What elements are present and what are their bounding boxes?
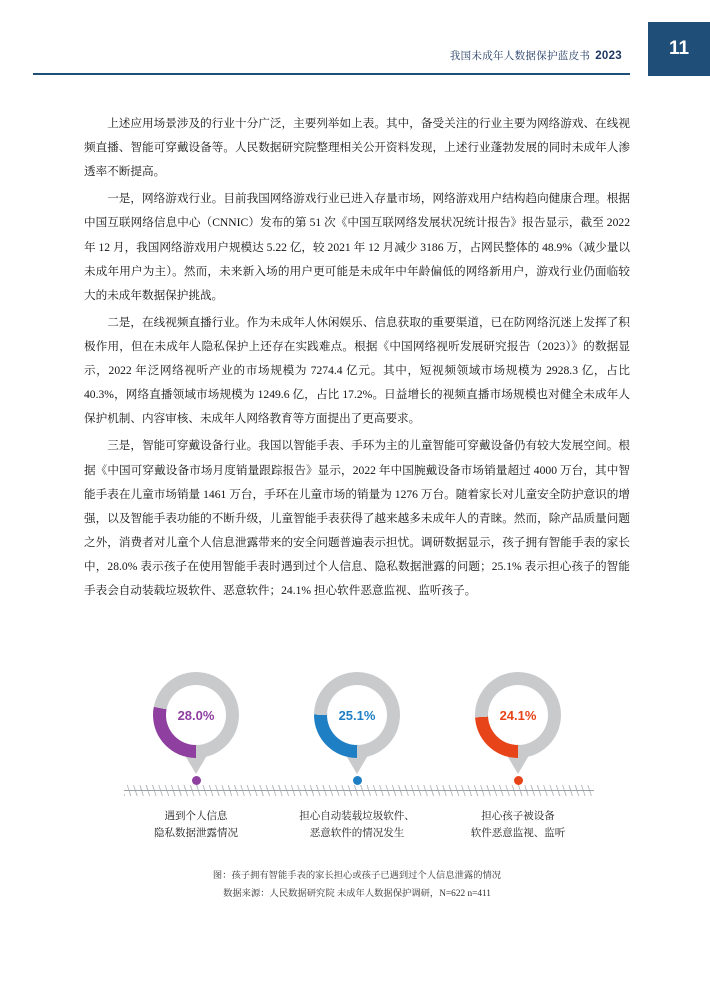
header-divider [33,73,630,75]
paragraph-2: 一是，网络游戏行业。目前我国网络游戏行业已进入存量市场，网络游戏用户结构趋向健康合理。根据中国互联网络信息中心（CNNIC）发布的第 51 次《中国互联网络发展状况统计报告》报告显示，截至 2022 年 12 月，我国网络游戏用户规模达 5.22 亿，较 2021 年 12 月减少 3186 万，占网民整体的 48.9%（减少量以未成年用户为主）。然而，未来新入场的用户更可能是未成年中年龄偏低的网络新用户，游戏行业仍面临较大的未成年数据保护挑战。 [84,192,630,302]
figure-source: 数据来源：人民数据研究院 未成年人数据保护调研，N=622 n=411 [223,888,491,899]
baseline-line [124,790,594,791]
donut-value-3: 24.1% [488,685,548,745]
donut-gauge-2 [314,672,400,758]
donut-gauge-3 [475,672,561,758]
chart-item-2 [302,672,412,785]
figure-caption-block [84,868,630,903]
chart-label-3 [443,808,593,843]
chart-label-1-line2: 隐私数据泄露情况 [154,828,238,840]
paragraph-1: 上述应用场景涉及的行业十分广泛，主要列举如上表。其中，备受关注的行业主要为网络游戏、在线视频直播、智能可穿戴设备等。人民数据研究院整理相关公开资料发现，上述行业蓬勃发展的同时未成年人渗透率不断提高。 [84,117,630,179]
chart-pins [84,672,630,802]
chart-label-1 [121,808,271,843]
running-head-title: 我国未成年人数据保护蓝皮书 [449,50,591,62]
chart-item-1 [141,672,251,785]
pin-dot-2 [353,776,362,785]
chart-label-2-line1: 担心自动装载垃圾软件、 [299,811,415,822]
paragraph-3: 二是，在线视频直播行业。作为未成年人休闲娱乐、信息获取的重要渠道，已在防网络沉迷上发挥了积极作用，但在未成年人隐私保护上还存在实践难点。根据《中国网络视听发展研究报告（2023）》的数据显示，2022 年泛网络视听产业的市场规模为 7274.4 亿元。其中，短视频领域市场规模为 2928.3 亿，占比 40.3%，网络直播领域市场规模为 1249.6 亿，占比 17.2%。日益增长的视频直播市场规模也对健全未成年人保护机制、内容审核、未成年人网络教育等方面提出了更高要求。 [84,315,630,426]
chart-label-2-line2: 恶意软件的情况发生 [309,828,405,840]
chart-label-2 [282,808,432,843]
figure-chart [84,672,630,902]
figure-caption: 图：孩子拥有智能手表的家长担心或孩子已遇到过个人信息泄露的情况 [212,871,502,881]
chart-labels [84,808,630,854]
chart-item-3 [463,672,573,785]
page-number: 11 [648,22,710,76]
document-body [84,112,630,606]
paragraph-4: 三是，智能可穿戴设备行业。我国以智能手表、手环为主的儿童智能可穿戴设备仍有较大发展空间。根据《中国可穿戴设备市场月度销量跟踪报告》显示，2022 年中国腕戴设备市场销量超过 4000 万台，其中智能手表在儿童市场销量 1461 万台，手环在儿童市场的销量为 1276 万台。随着家长对儿童安全防护意识的增强，以及智能手表功能的不断升级，儿童智能手表获得了越来越多未成年人的青睐。然而，除产品质量问题之外，消费者对儿童个人信息泄露带来的安全问题普遍表示担忧。调研数据显示，孩子拥有智能手表的家长中，28.0% 表示孩子在使用智能手表时遇到过个人信息、隐私数据泄露的问题；25.1% 表示担心孩子的智能手表会自动装载垃圾软件、恶意软件；24.1% 担心软件恶意监视、监听孩子。 [84,439,630,598]
chart-label-1-line1: 遇到个人信息 [164,811,228,822]
donut-gauge-1 [153,672,239,758]
donut-value-1: 28.0% [166,685,226,745]
page-header [0,0,710,76]
pin-dot-1 [192,776,201,785]
chart-label-3-line1: 担心孩子被设备 [481,811,555,822]
running-head-year: 2023 [595,50,622,62]
chart-baseline [124,785,594,797]
pin-dot-3 [514,776,523,785]
running-head [450,48,622,63]
donut-value-2: 25.1% [327,685,387,745]
chart-label-3-line2: 软件恶意监视、监听 [470,828,566,840]
